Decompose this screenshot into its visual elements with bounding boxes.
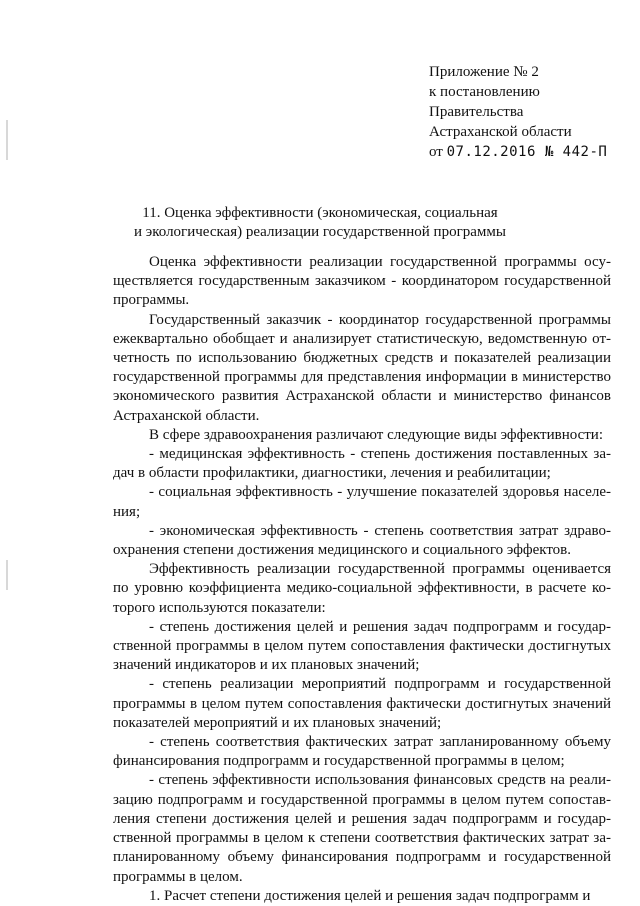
appendix-date-line <box>429 142 629 162</box>
scan-edge-mark <box>6 560 8 590</box>
appendix-line: к постановлению <box>429 84 540 100</box>
section-heading-line: и экологическая) реализации государственной программы <box>134 224 506 240</box>
paragraph: Оценка эффективности реализации государственной программы осуществляется государственным заказчиком - координатором государственной программы. <box>113 254 611 309</box>
paragraph: - степень реализации мероприятий подпрограмм и государственной программы в целом путем сопоставления фактически достигнутых значений показателей мероприятий и их плановых значений; <box>113 676 611 731</box>
paragraph: Государственный заказчик - координатор государственной программы ежеквартально обобщает и анализирует статистическую, ведомственную отчетность по использованию бюджетных средств и показателей реализации государственной программы для представления информации в министерство экономического развития Астраханской области и министерство финансов Астраханской области. <box>113 311 611 424</box>
appendix-line: Астраханской области <box>429 124 572 140</box>
paragraph: - экономическая эффективность - степень соответствия затрат здравоохранения степени достижения медицинского и социального эффектов. <box>113 522 611 559</box>
paragraph: 1. Расчет степени достижения целей и решения задач подпрограмм и <box>149 887 591 904</box>
paragraph: - степень достижения целей и решения задач подпрограмм и государственной программы в целом путем сопоставления фактически достигнутых значений индикаторов и их плановых значений; <box>113 618 611 674</box>
scan-edge-mark <box>6 120 8 160</box>
appendix-block <box>429 62 629 162</box>
appendix-date-stamp: 07.12.2016 № 442-П <box>446 144 608 160</box>
section-heading <box>100 204 540 242</box>
paragraph: - степень эффективности использования финансовых средств на реализацию подпрограмм и государственной программы в целом путем сопоставления степени достижения целей и решения задач подпрограмм и государственной программы в целом к степени соответствия фактических затрат запланированному объему финансирования подпрограмм и государственной программы в целом. <box>113 772 611 885</box>
paragraph: - степень соответствия фактических затрат запланированному объему финансирования подпрограмм и государственной программы в целом; <box>113 734 611 770</box>
appendix-date-prefix: от <box>429 144 443 160</box>
appendix-line: Правительства <box>429 104 524 120</box>
paragraph: Эффективность реализации государственной программы оценивается по уровню коэффициента медико-социальной эффективности, в расчете которого используются показатели: <box>113 561 611 616</box>
paragraph: - социальная эффективность - улучшение показателей здоровья населения; <box>113 484 611 520</box>
document-body <box>113 253 611 906</box>
section-heading-line: 11. Оценка эффективности (экономическая, социальная <box>142 205 498 221</box>
appendix-line: Приложение № 2 <box>429 64 539 80</box>
paragraph: В сфере здравоохранения различают следующие виды эффективности: <box>149 426 604 443</box>
paragraph: - медицинская эффективность - степень достижения поставленных задач в области профилактики, диагностики, лечения и реабилитации; <box>113 446 611 482</box>
